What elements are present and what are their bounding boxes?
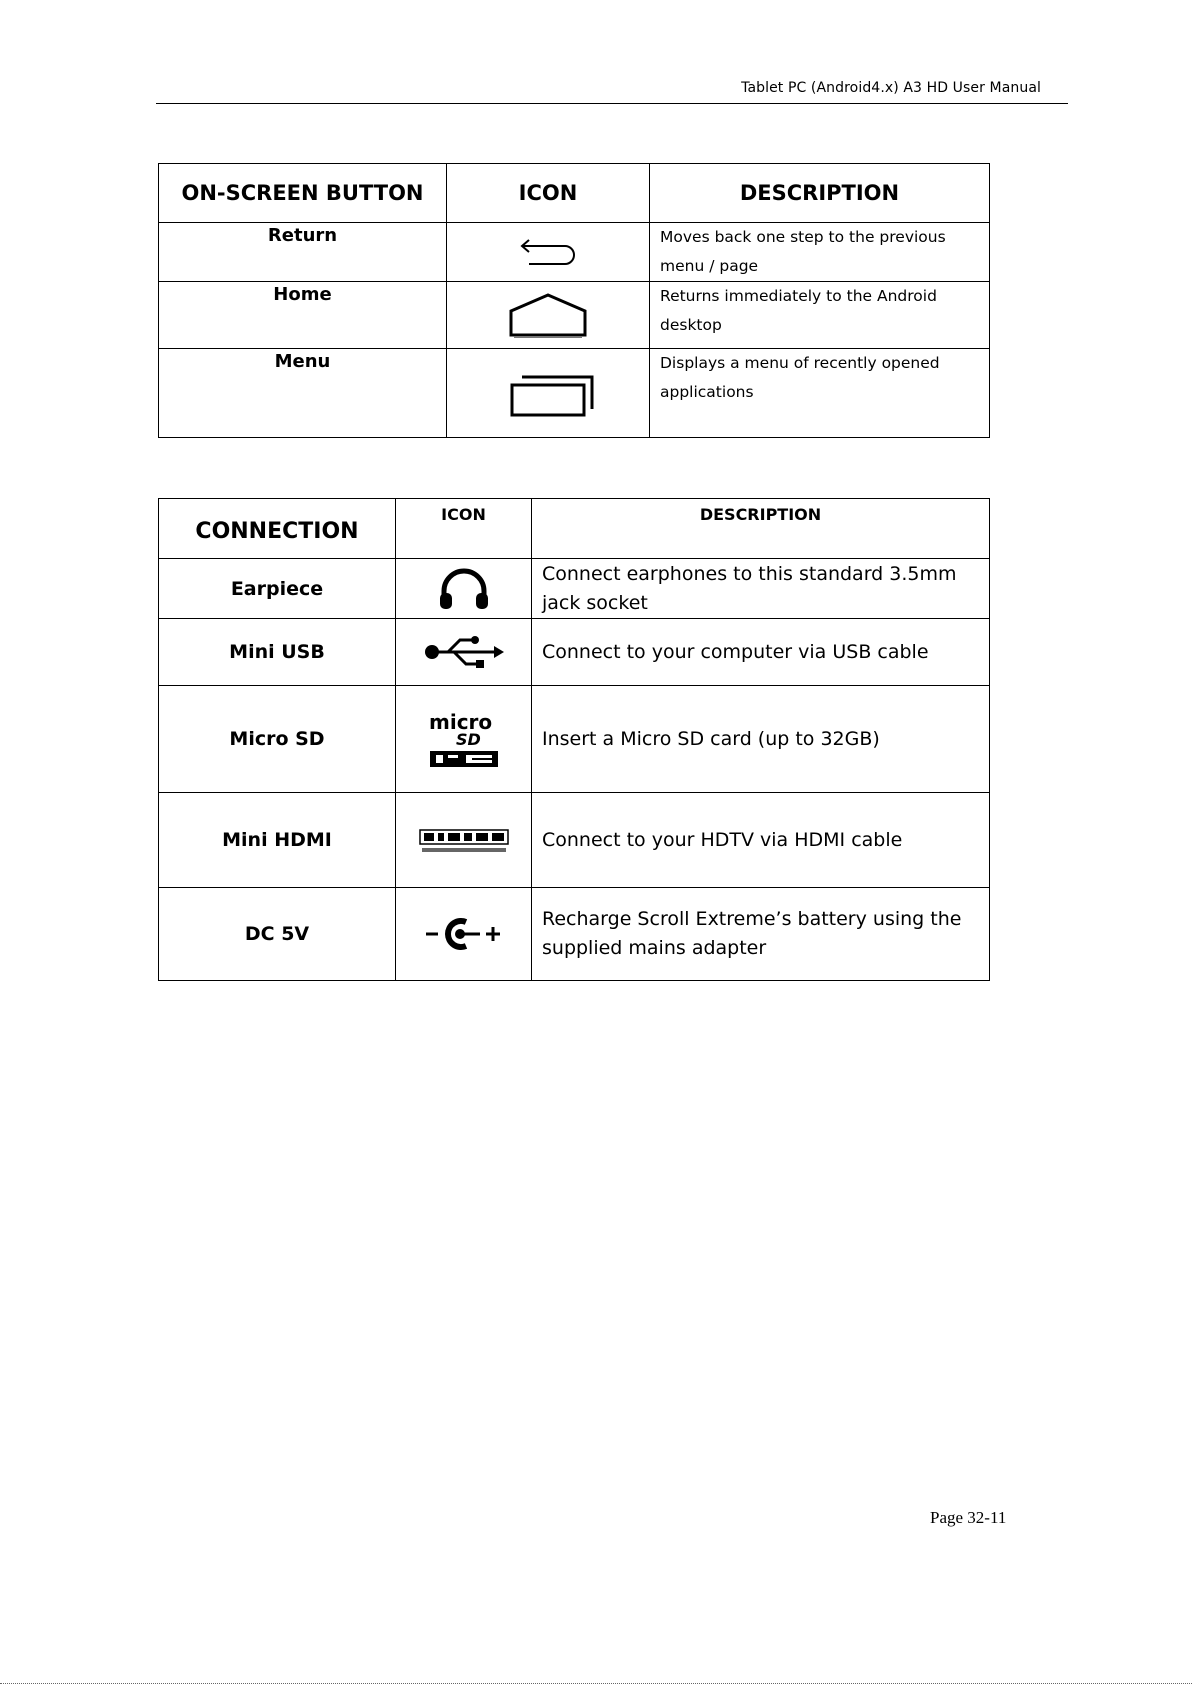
recent-apps-icon — [498, 365, 598, 421]
svg-text:SD: SD — [455, 730, 481, 749]
column-header: ICON — [396, 499, 532, 559]
icon-cell — [396, 559, 532, 619]
column-header: CONNECTION — [159, 499, 396, 559]
connection-description: Insert a Micro SD card (up to 32GB) — [532, 686, 990, 793]
table-row — [159, 686, 990, 793]
usb-icon — [422, 634, 506, 670]
running-header: Tablet PC (Android4.x) A3 HD User Manual — [741, 80, 1041, 96]
connection-name: Mini USB — [159, 619, 396, 686]
home-icon — [506, 289, 590, 341]
bottom-dotted-rule — [0, 1683, 1192, 1684]
microsd-hc-logo-icon — [426, 709, 502, 769]
column-header: DESCRIPTION — [650, 164, 990, 223]
connection-description: Connect earphones to this standard 3.5mm jack socket — [532, 559, 990, 619]
connection-description: Connect to your HDTV via HDMI cable — [532, 793, 990, 888]
headphones-icon — [436, 567, 492, 611]
table-row — [159, 793, 990, 888]
connection-name: DC 5V — [159, 888, 396, 981]
on-screen-buttons-table — [158, 163, 990, 438]
connection-name: Earpiece — [159, 559, 396, 619]
button-description: Moves back one step to the previous menu / page — [650, 223, 990, 282]
table-row — [159, 223, 990, 282]
button-name: Return — [159, 223, 447, 282]
button-description: Displays a menu of recently opened applications — [650, 349, 990, 438]
column-header: ICON — [447, 164, 650, 223]
icon-cell — [396, 619, 532, 686]
connection-name: Micro SD — [159, 686, 396, 793]
connection-name: Mini HDMI — [159, 793, 396, 888]
page-number: Page 32-11 — [930, 1508, 1007, 1527]
icon-cell — [396, 888, 532, 981]
svg-text:micro: micro — [428, 710, 492, 734]
return-arrow-icon — [513, 232, 583, 272]
icon-cell — [396, 793, 532, 888]
table-header-row — [159, 499, 990, 559]
dc-power-polarity-icon — [422, 914, 506, 954]
icon-cell — [447, 223, 650, 282]
header-rule — [156, 103, 1068, 104]
connection-description: Connect to your computer via USB cable — [532, 619, 990, 686]
button-name: Menu — [159, 349, 447, 438]
icon-cell — [447, 349, 650, 438]
table-row — [159, 282, 990, 349]
button-description: Returns immediately to the Android desktop — [650, 282, 990, 349]
table-row — [159, 619, 990, 686]
table-row — [159, 888, 990, 981]
column-header: ON-SCREEN BUTTON — [159, 164, 447, 223]
table-header-row — [159, 164, 990, 223]
connection-description: Recharge Scroll Extreme’s battery using the supplied mains adapter — [532, 888, 990, 981]
icon-cell — [396, 686, 532, 793]
column-header: DESCRIPTION — [532, 499, 990, 559]
table-row — [159, 349, 990, 438]
button-name: Home — [159, 282, 447, 349]
hdmi-logo-icon — [416, 824, 512, 856]
connections-table — [158, 498, 990, 981]
table-row — [159, 559, 990, 619]
icon-cell — [447, 282, 650, 349]
